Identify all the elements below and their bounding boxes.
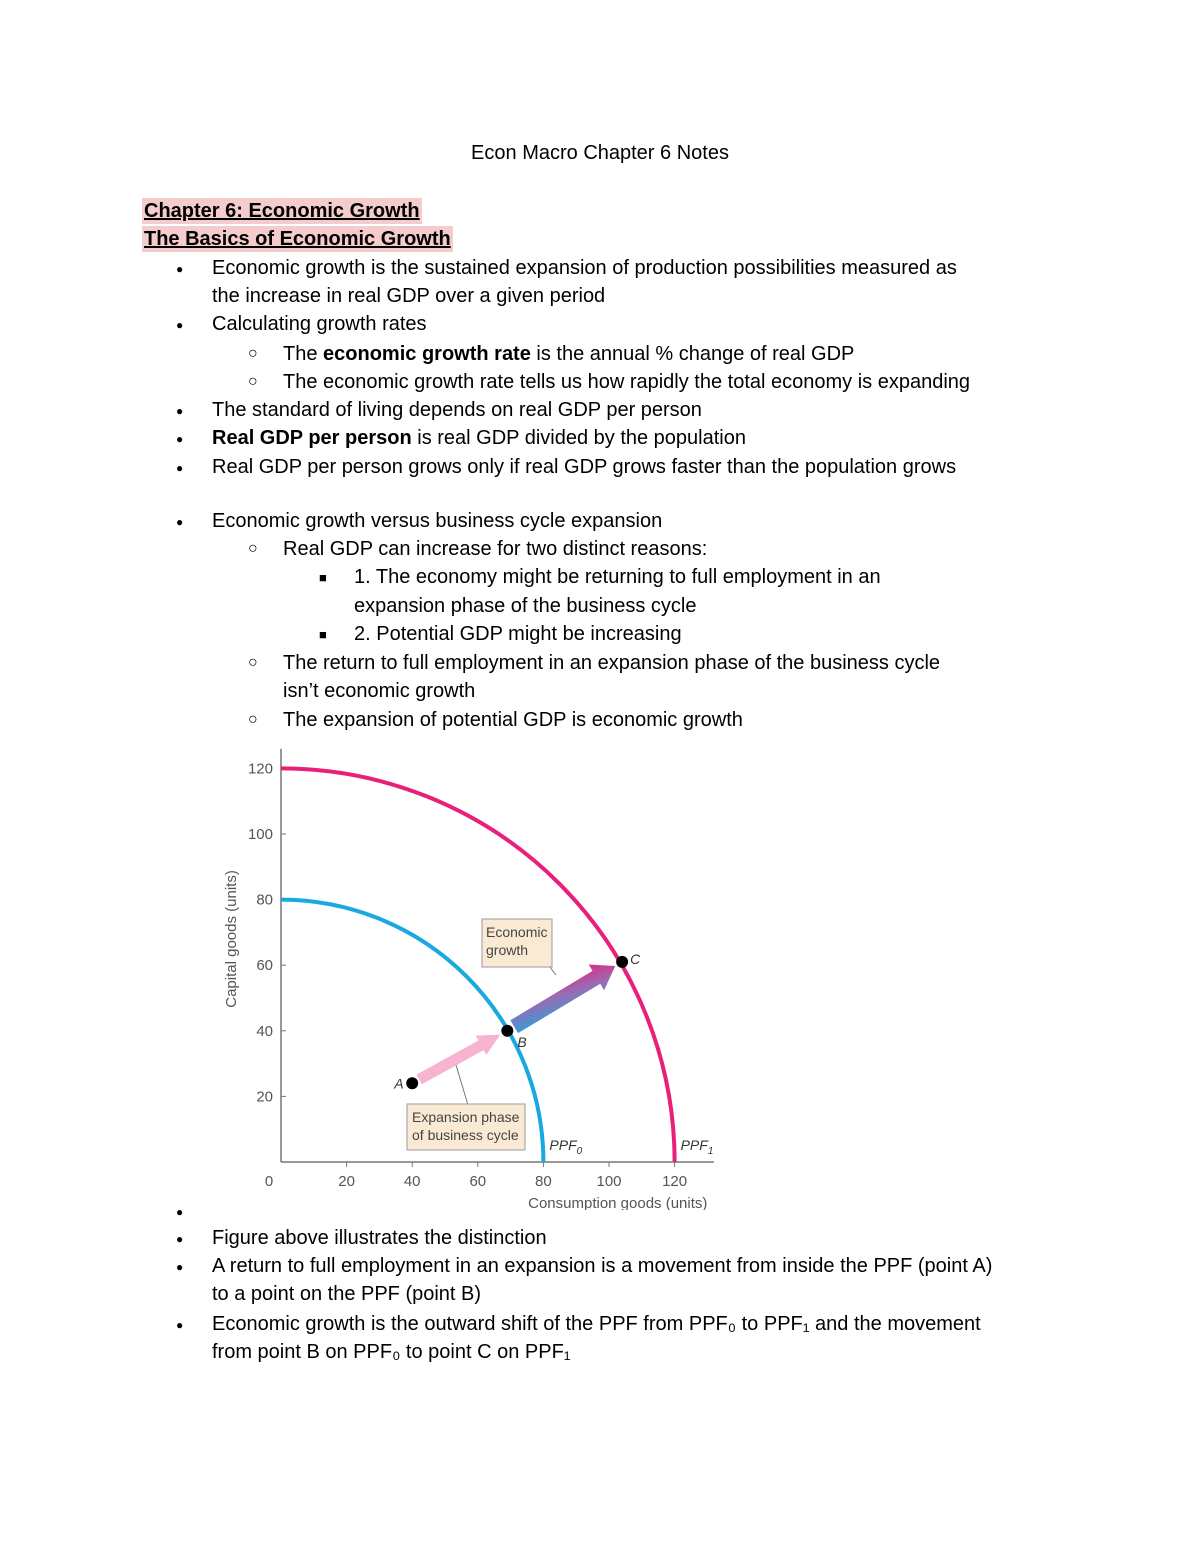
chapter-heading: Chapter 6: Economic Growth bbox=[144, 200, 420, 222]
bullet-dot: ● bbox=[176, 262, 184, 276]
bullet-circle: ○ bbox=[248, 540, 258, 557]
growth-box-text: growth bbox=[486, 942, 529, 958]
note-text: The standard of living depends on real GDP per person bbox=[212, 399, 702, 421]
expansion-box-text: Expansion phase bbox=[412, 1109, 520, 1125]
expansion-arrow bbox=[414, 1025, 506, 1089]
document-title: Econ Macro Chapter 6 Notes bbox=[471, 142, 729, 164]
ppf-chart bbox=[210, 740, 730, 1210]
bold-term: economic growth rate bbox=[323, 343, 531, 365]
point-label-A: A bbox=[394, 1075, 404, 1092]
note-text: Economic growth versus business cycle expansion bbox=[212, 510, 663, 532]
note-text: The expansion of potential GDP is economic growth bbox=[283, 709, 743, 731]
note-text: 2. Potential GDP might be increasing bbox=[354, 623, 682, 645]
note-text: Real GDP can increase for two distinct reasons: bbox=[283, 538, 708, 560]
bullet-circle: ○ bbox=[248, 345, 258, 362]
x-tick-label: 0 bbox=[264, 1173, 274, 1190]
bullet-square: ■ bbox=[319, 627, 327, 642]
note-text: Economic growth is the sustained expansion of production possibilities measured as bbox=[212, 257, 957, 279]
growth-box-text: Economic bbox=[486, 924, 548, 940]
y-tick-label: 60 bbox=[256, 957, 273, 975]
note-text: A return to full employment in an expansion is a movement from inside the PPF (point A) bbox=[212, 1255, 993, 1277]
note-text: Economic growth is the outward shift of the PPF from PPF₀ to PPF₁ and the movement bbox=[212, 1313, 981, 1335]
ppf-curve-1 bbox=[281, 768, 675, 1162]
point-A bbox=[406, 1077, 418, 1089]
x-tick-label: 80 bbox=[535, 1173, 552, 1190]
bullet-dot: ● bbox=[176, 1205, 184, 1219]
expansion-callout-line bbox=[456, 1065, 468, 1105]
bullet-dot: ● bbox=[176, 461, 184, 475]
x-tick-label: 20 bbox=[338, 1173, 355, 1190]
ppf-label-1: $PPF_1$ bbox=[680, 1137, 714, 1157]
bullet-dot: ● bbox=[176, 515, 184, 529]
note-text: from point B on PPF₀ to point C on PPF₁ bbox=[212, 1341, 571, 1363]
bullet-dot: ● bbox=[176, 1260, 184, 1274]
bullet-circle: ○ bbox=[248, 373, 258, 390]
note-text: Figure above illustrates the distinction bbox=[212, 1227, 547, 1249]
x-tick-label: 60 bbox=[469, 1173, 487, 1190]
x-tick-label: 100 bbox=[596, 1173, 622, 1190]
bullet-circle: ○ bbox=[248, 711, 258, 728]
note-text: isn’t economic growth bbox=[283, 680, 476, 702]
bold-term: Real GDP per person bbox=[212, 427, 412, 449]
bullet-dot: ● bbox=[176, 1318, 184, 1332]
bullet-dot: ● bbox=[176, 432, 184, 446]
section-heading: The Basics of Economic Growth bbox=[144, 228, 451, 250]
ppf-label-0: $PPF_0$ bbox=[549, 1137, 583, 1157]
point-label-B: B bbox=[517, 1033, 527, 1050]
note-text: expansion phase of the business cycle bbox=[354, 595, 697, 617]
note-text: The economic growth rate tells us how rapidly the total economy is expanding bbox=[283, 371, 971, 393]
bullet-square: ■ bbox=[319, 570, 327, 585]
point-C bbox=[616, 956, 628, 968]
point-B bbox=[501, 1025, 513, 1037]
note-text: The return to full employment in an expansion phase of the business cycle bbox=[283, 652, 941, 674]
note-text: to a point on the PPF (point B) bbox=[212, 1283, 482, 1305]
bullet-circle: ○ bbox=[248, 654, 258, 671]
x-axis-title: Consumption goods (units) bbox=[528, 1195, 708, 1210]
note-text: Calculating growth rates bbox=[212, 313, 427, 335]
note-text: The economic growth rate is the annual % change of real GDP bbox=[283, 343, 855, 365]
note-text: Real GDP per person grows only if real GDP grows faster than the population grows bbox=[212, 456, 957, 478]
y-tick-label: 40 bbox=[256, 1022, 273, 1040]
bullet-dot: ● bbox=[176, 404, 184, 418]
expansion-box-text: of business cycle bbox=[412, 1127, 519, 1143]
bullet-dot: ● bbox=[176, 1232, 184, 1246]
note-text: the increase in real GDP over a given period bbox=[212, 285, 606, 307]
y-tick-label: 20 bbox=[256, 1088, 273, 1106]
note-text: Real GDP per person is real GDP divided by the population bbox=[212, 427, 746, 449]
y-axis-title: Capital goods (units) bbox=[223, 870, 240, 1008]
bullet-dot: ● bbox=[176, 318, 184, 332]
x-tick-label: 120 bbox=[662, 1173, 688, 1190]
y-tick-label: 100 bbox=[247, 826, 273, 843]
y-tick-label: 80 bbox=[256, 891, 273, 909]
point-label-C: C bbox=[630, 950, 641, 967]
note-text: 1. The economy might be returning to full employment in an bbox=[354, 566, 881, 588]
y-tick-label: 120 bbox=[247, 760, 273, 778]
x-tick-label: 40 bbox=[403, 1173, 421, 1190]
